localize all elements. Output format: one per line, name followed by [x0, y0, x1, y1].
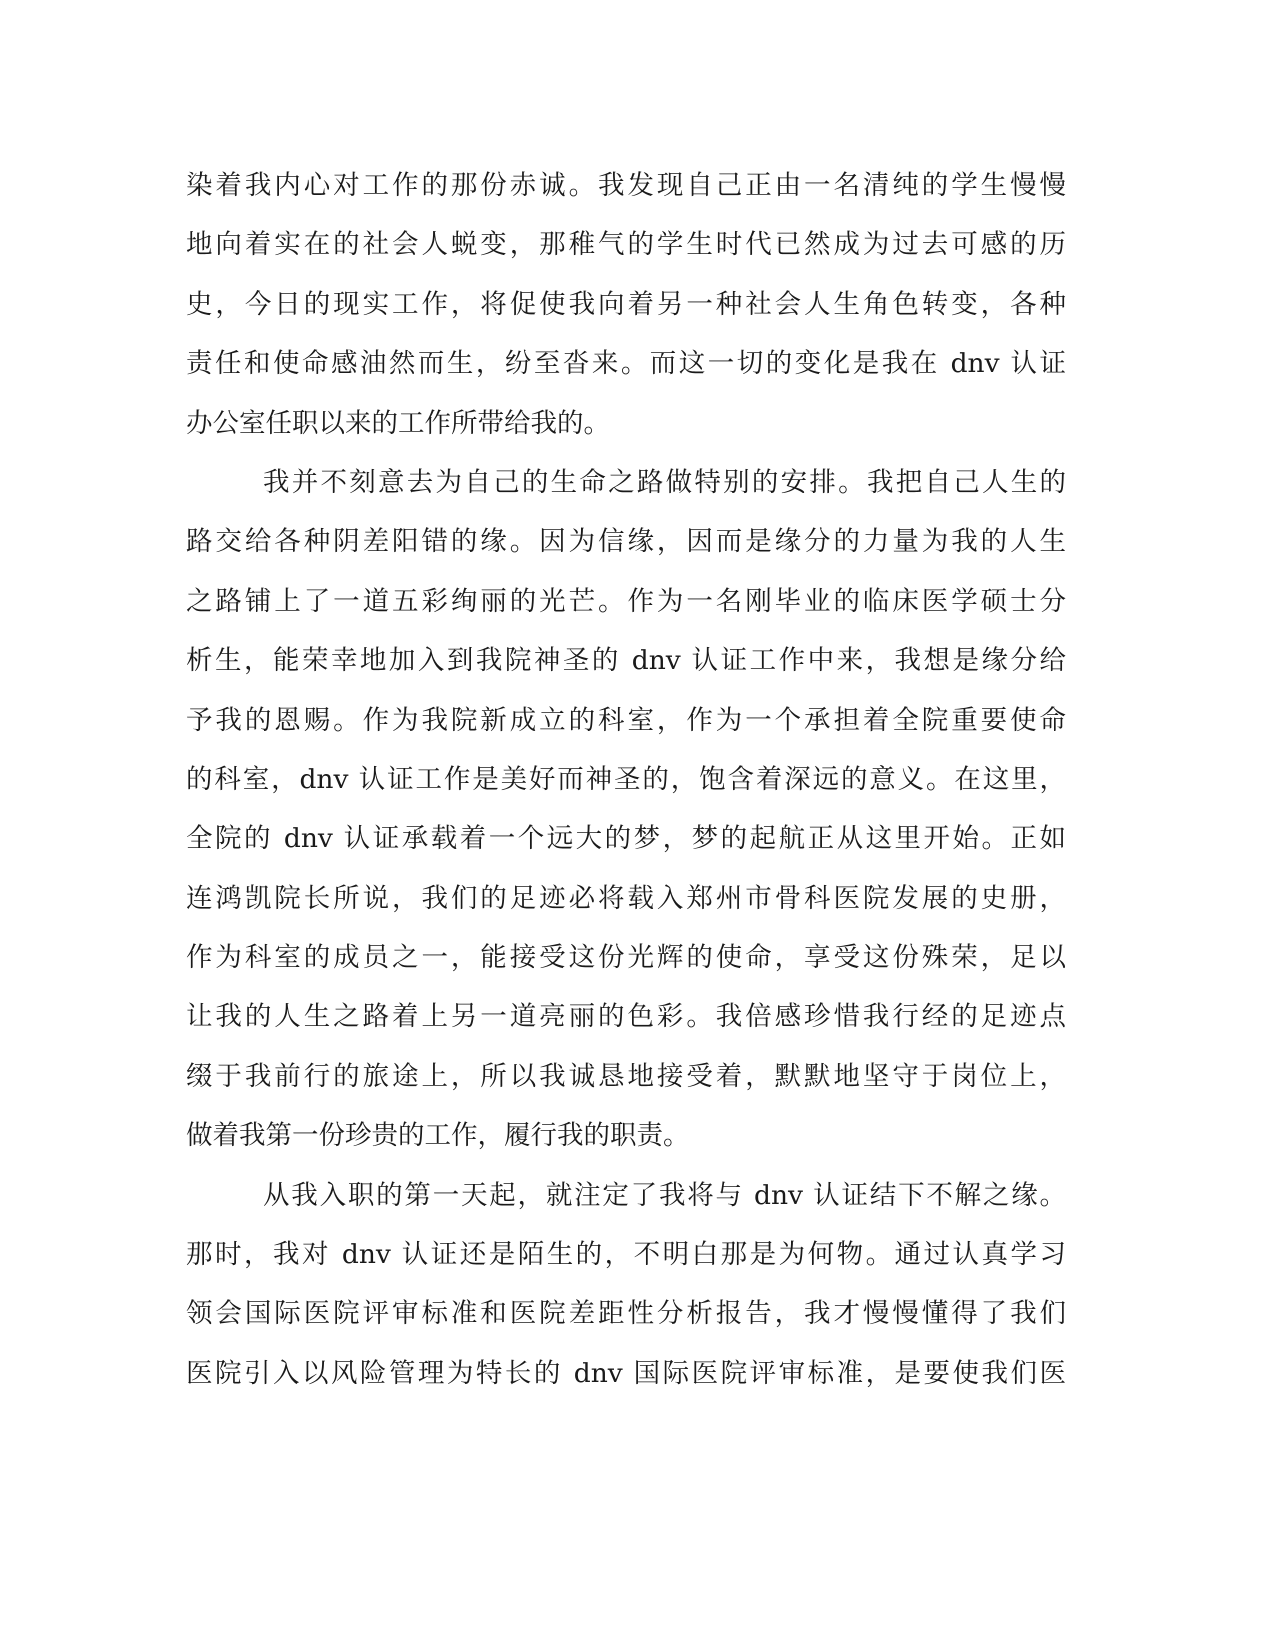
text-line: 地向着实在的社会人蜕变，那稚气的学生时代已然成为过去可感的历 [186, 229, 1066, 261]
text-line: 医院引入以风险管理为特长的 dnv 国际医院评审标准，是要使我们医 [186, 1357, 1066, 1389]
paragraph-1 [186, 156, 1066, 453]
text-line: 缀于我前行的旅途上，所以我诚恳地接受着，默默地坚守于岗位上， [186, 1060, 1066, 1092]
text-line: 作为科室的成员之一，能接受这份光辉的使命，享受这份殊荣，足以 [186, 942, 1066, 974]
text-line: 办公室任职以来的工作所带给我的。 [186, 407, 610, 439]
paragraph-3 [186, 1166, 1066, 1404]
text-line: 史，今日的现实工作，将促使我向着另一种社会人生角色转变，各种 [186, 288, 1066, 320]
text-line: 从我入职的第一天起，就注定了我将与 dnv 认证结下不解之缘。 [263, 1179, 1066, 1211]
text-line: 析生，能荣幸地加入到我院神圣的 dnv 认证工作中来，我想是缘分给 [186, 645, 1066, 677]
text-line: 染着我内心对工作的那份赤诚。我发现自己正由一名清纯的学生慢慢 [186, 170, 1066, 201]
text-line: 连鸿凯院长所说，我们的足迹必将载入郑州市骨科医院发展的史册， [186, 882, 1066, 914]
text-line: 的科室，dnv 认证工作是美好而神圣的，饱含着深远的意义。在这里， [186, 763, 1066, 795]
text-line: 全院的 dnv 认证承载着一个远大的梦，梦的起航正从这里开始。正如 [186, 823, 1066, 855]
text-line: 做着我第一份珍贵的工作，履行我的职责。 [186, 1120, 690, 1152]
text-line: 领会国际医院评审标准和医院差距性分析报告，我才慢慢懂得了我们 [186, 1298, 1066, 1330]
text-line: 那时，我对 dnv 认证还是陌生的，不明白那是为何物。通过认真学习 [186, 1239, 1066, 1271]
text-line: 责任和使命感油然而生，纷至沓来。而这一切的变化是我在 dnv 认证 [186, 348, 1066, 380]
text-line: 我并不刻意去为自己的生命之路做特别的安排。我把自己人生的 [263, 466, 1066, 498]
text-line: 路交给各种阴差阳错的缘。因为信缘，因而是缘分的力量为我的人生 [186, 526, 1066, 558]
text-line: 之路铺上了一道五彩绚丽的光芒。作为一名刚毕业的临床医学硕士分 [186, 585, 1066, 617]
text-line: 让我的人生之路着上另一道亮丽的色彩。我倍感珍惜我行经的足迹点 [186, 1001, 1066, 1033]
body-text [186, 156, 1066, 1403]
text-line: 予我的恩赐。作为我院新成立的科室，作为一个承担着全院重要使命 [186, 704, 1066, 736]
paragraph-2 [186, 453, 1066, 1166]
